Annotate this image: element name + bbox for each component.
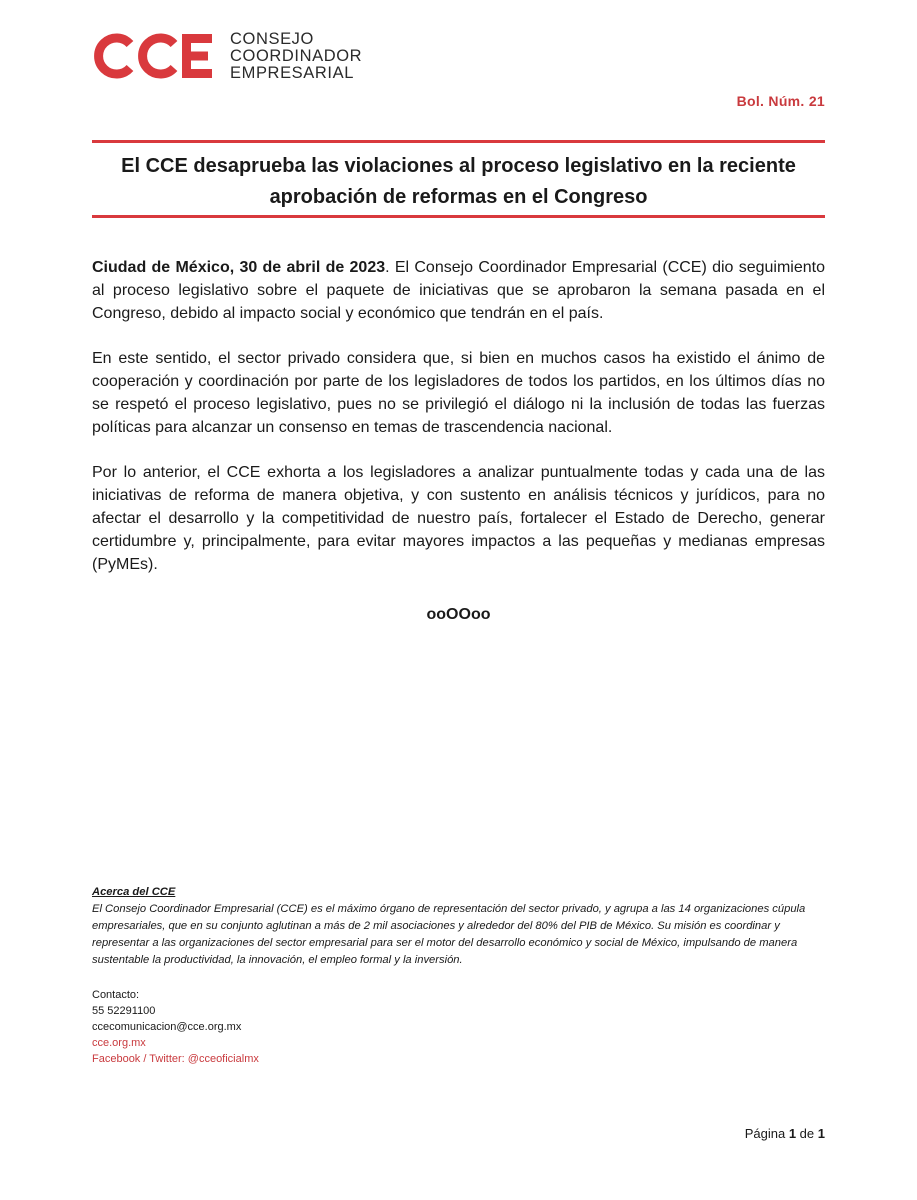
logo-line: CONSEJO	[230, 29, 314, 48]
title-rule-bottom	[92, 215, 825, 218]
of-word: de	[799, 1126, 815, 1141]
page-current: 1	[788, 1126, 797, 1141]
social-handle-link[interactable]: Facebook / Twitter: @cceoficialmx	[92, 1053, 259, 1065]
document-title	[92, 151, 825, 213]
title-line-2: aprobación de reformas en el Congreso	[269, 186, 648, 208]
dateline: Ciudad de México, 30 de abril de 2023	[92, 259, 386, 276]
contact-phone: 55 52291100	[92, 1005, 156, 1017]
about-section	[92, 884, 827, 969]
about-text: El Consejo Coordinador Empresarial (CCE) es el máximo órgano de representación del sector privado, y agrupa a las 14 organizaciones cúpula empresariales, que en su conjunto aglutinan a más de 2 mil asociaciones y alrededor del 80% del PIB de México. Su misión es coordinar y representar a las organizaciones del sector empresarial para ser el motor del desarrollo económico y social de México, impulsando de manera sustentable la productividad, la innovación, el empleo formal y la inversión.	[92, 903, 806, 966]
page-word: Página	[744, 1126, 786, 1141]
title-line-1: El CCE desaprueba las violaciones al proceso legislativo en la reciente	[121, 155, 796, 177]
contact-section	[92, 987, 259, 1067]
page-total: 1	[817, 1126, 825, 1141]
section-separator: ooOOoo	[426, 606, 491, 623]
paragraph-1-text: . El Consejo Coordinador Empresarial (CCE) dio seguimiento al proceso legislativo sobre el paquete de iniciativas que se aprobaron la semana pasada en el Congreso, debido al impacto social y económico que tendrán en el país.	[92, 259, 825, 322]
logo-line: EMPRESARIAL	[230, 63, 354, 82]
page-number	[745, 1126, 825, 1141]
bulletin-number: Bol. Núm. 21	[736, 93, 825, 109]
website-link[interactable]: cce.org.mx	[92, 1037, 146, 1049]
logo-wordmark	[230, 31, 362, 82]
logo-line: COORDINADOR	[230, 46, 363, 65]
about-heading: Acerca del CCE	[92, 886, 176, 898]
paragraph-3: Por lo anterior, el CCE exhorta a los legisladores a analizar puntualmente todas y cada una de las iniciativas de reforma de manera objetiva, y con sustento en análisis técnicos y jurídicos, para no afectar el desarrollo y la competitividad de nuestro país, fortalecer el Estado de Derecho, generar certidumbre y, principalmente, para evitar mayores impactos a las pequeñas y medianas empresas (PyMEs).	[92, 464, 825, 573]
contact-email[interactable]: ccecomunicacion@cce.org.mx	[92, 1021, 242, 1033]
press-release-body	[92, 256, 825, 598]
cce-logo-mark	[92, 30, 216, 82]
cce-logo	[92, 30, 362, 82]
title-rule-top	[92, 140, 825, 143]
paragraph-2: En este sentido, el sector privado considera que, si bien en muchos casos ha existido el ánimo de cooperación y coordinación por parte de los legisladores de todos los partidos, en los últimos días no se respetó el proceso legislativo, pues no se privilegió el diálogo ni la inclusión de todas las fuerzas políticas para alcanzar un consenso en temas de trascendencia nacional.	[92, 350, 825, 436]
paragraph-1	[92, 256, 825, 325]
contact-label: Contacto:	[92, 989, 140, 1001]
